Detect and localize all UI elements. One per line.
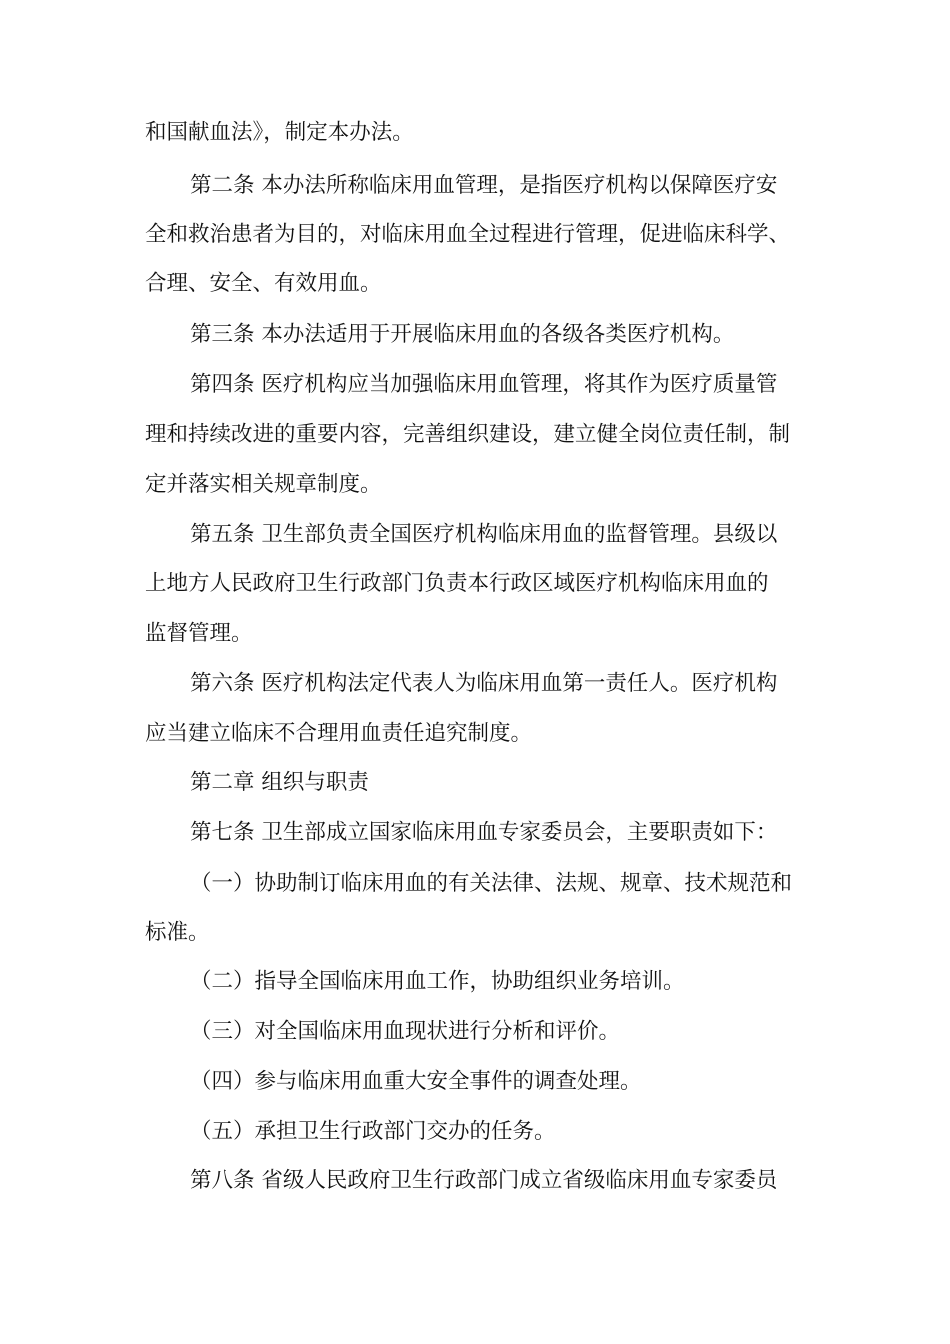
text-line: 标准。 (145, 920, 210, 945)
text-line: 和国献血法》，制定本办法。 (145, 120, 414, 145)
text-line: 理和持续改进的重要内容，完善组织建设，建立健全岗位责任制，制 (145, 422, 791, 447)
text-line: （三）对全国临床用血现状进行分析和评价。 (190, 1019, 621, 1044)
text-line: 第三条 本办法适用于开展临床用血的各级各类医疗机构。 (190, 322, 735, 347)
text-line: （五）承担卫生行政部门交办的任务。 (190, 1119, 556, 1144)
text-line: （二）指导全国临床用血工作，协助组织业务培训。 (190, 969, 685, 994)
text-line: 应当建立临床不合理用血责任追究制度。 (145, 721, 533, 746)
text-line: 第六条 医疗机构法定代表人为临床用血第一责任人。医疗机构 (190, 671, 778, 696)
text-line: （一）协助制订临床用血的有关法律、法规、规章、技术规范和 (190, 871, 793, 896)
text-line: 第四条 医疗机构应当加强临床用血管理，将其作为医疗质量管 (190, 372, 778, 397)
text-line: 第二条 本办法所称临床用血管理，是指医疗机构以保障医疗安 (190, 173, 778, 198)
text-line: 监督管理。 (145, 621, 253, 646)
text-line: 定并落实相关规章制度。 (145, 472, 382, 497)
text-line: 合理、安全、有效用血。 (145, 271, 382, 296)
chapter-heading: 第二章 组织与职责 (190, 770, 369, 795)
text-line: 第八条 省级人民政府卫生行政部门成立省级临床用血专家委员 (190, 1168, 778, 1193)
text-line: 全和救治患者为目的，对临床用血全过程进行管理，促进临床科学、 (145, 222, 791, 247)
text-line: 上地方人民政府卫生行政部门负责本行政区域医疗机构临床用血的 (145, 571, 769, 596)
text-line: 第五条 卫生部负责全国医疗机构临床用血的监督管理。县级以 (190, 522, 778, 547)
text-line: 第七条 卫生部成立国家临床用血专家委员会，主要职责如下： (190, 820, 778, 845)
text-line: （四）参与临床用血重大安全事件的调查处理。 (190, 1069, 642, 1094)
